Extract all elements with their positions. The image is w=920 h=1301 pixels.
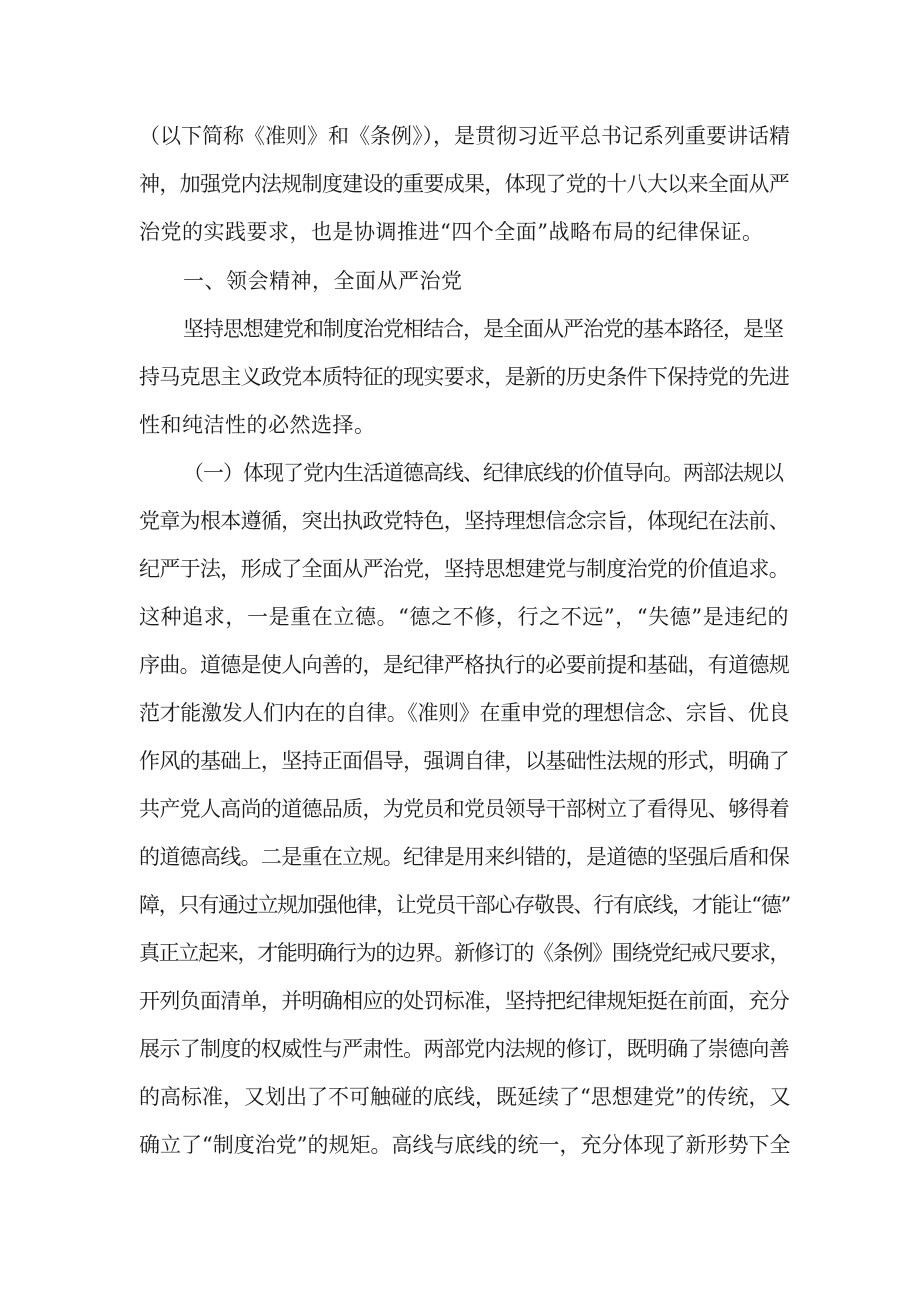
paragraph-2-line-12: 开列负面清单，并明确相应的处罚标准，坚持把纪律规矩挺在前面，充分 xyxy=(139,989,789,1013)
intro-line-3: 治党的实践要求，也是协调推进“四个全面”战略布局的纪律保证。 xyxy=(139,220,764,244)
paragraph-2-line-15: 确立了“制度治党”的规矩。高线与底线的统一，充分体现了新形势下全 xyxy=(139,1133,791,1157)
paragraph-2-line-9: 的道德高线。二是重在立规。纪律是用来纠错的，是道德的坚强后盾和保 xyxy=(139,845,789,869)
paragraph-2-line-5: 序曲。道德是使人向善的，是纪律严格执行的必要前提和基础，有道德规 xyxy=(139,653,789,677)
paragraph-1-line-1: 坚持思想建党和制度治党相结合，是全面从严治党的基本路径，是坚 xyxy=(183,317,783,341)
intro-line-2: 神，加强党内法规制度建设的重要成果，体现了党的十八大以来全面从严 xyxy=(139,172,789,196)
paragraph-2-line-2: 党章为根本遵循，突出执政党特色，坚持理想信念宗旨，体现纪在法前、 xyxy=(139,509,789,533)
paragraph-2-line-8: 共产党人高尚的道德品质，为党员和党员领导干部树立了看得见、够得着 xyxy=(139,797,789,821)
paragraph-1-line-3: 性和纯洁性的必然选择。 xyxy=(139,413,376,437)
paragraph-2-line-7: 作风的基础上，坚持正面倡导，强调自律，以基础性法规的形式，明确了 xyxy=(139,749,789,773)
paragraph-2-line-3: 纪严于法，形成了全面从严治党，坚持思想建党与制度治党的价值追求。 xyxy=(139,557,789,581)
paragraph-2-line-4: 这种追求，一是重在立德。“德之不修，行之不远”，“失德”是违纪的 xyxy=(139,605,789,629)
paragraph-1-line-2: 持马克思主义政党本质特征的现实要求，是新的历史条件下保持党的先进 xyxy=(139,365,789,389)
section-heading: 一、领会精神，全面从严治党 xyxy=(183,269,463,293)
intro-line-1: （以下简称《准则》和《条例》），是贯彻习近平总书记系列重要讲话精 xyxy=(139,124,790,148)
paragraph-2-line-10: 障，只有通过立规加强他律，让党员干部心存敬畏、行有底线，才能让“德” xyxy=(139,893,790,917)
paragraph-2-line-11: 真正立起来，才能明确行为的边界。新修订的《条例》围绕党纪戒尺要求， xyxy=(139,941,789,965)
paragraph-2-line-1: （一）体现了党内生活道德高线、纪律底线的价值导向。两部法规以 xyxy=(183,461,783,485)
paragraph-2-line-6: 范才能激发人们内在的自律。《准则》在重申党的理想信念、宗旨、优良 xyxy=(139,701,789,725)
paragraph-2-line-14: 的高标准，又划出了不可触碰的底线，既延续了“思想建党”的传统，又 xyxy=(139,1085,791,1109)
paragraph-2-line-13: 展示了制度的权威性与严肃性。两部党内法规的修订，既明确了崇德向善 xyxy=(139,1037,789,1061)
